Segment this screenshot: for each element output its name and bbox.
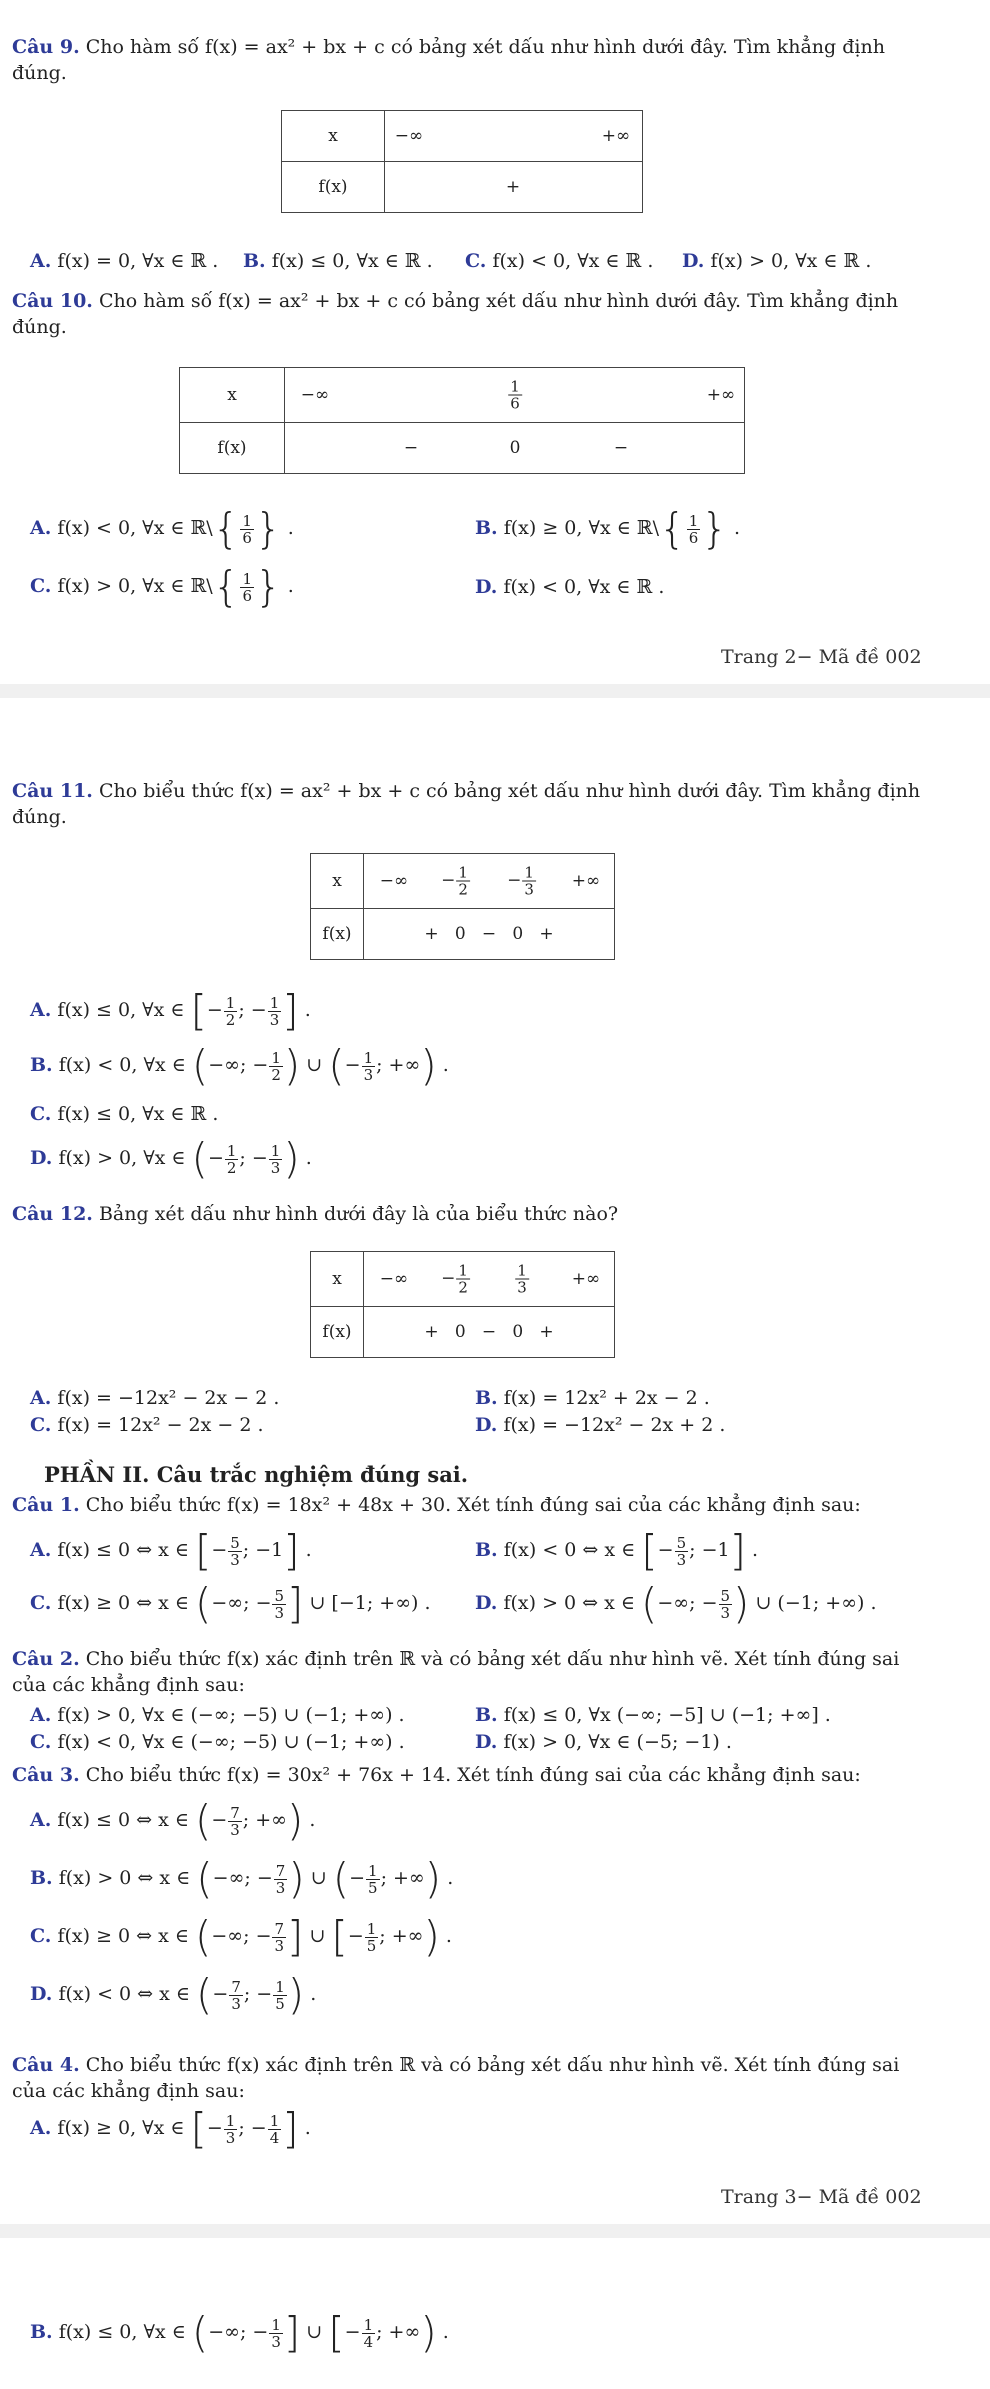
option — [30, 1387, 279, 1409]
option-label: B. — [30, 2321, 53, 2343]
option: D. f(x) > 0 ⇔ x ∈ (−∞; − $\frac{5}{3}$ ) ∪ (−1; +∞) . — [475, 1579, 877, 1628]
option: A. f(x) ≤ 0 ⇔ x ∈ (− $\frac{7}{3}$ ; +∞) . — [30, 1796, 316, 1845]
option — [30, 1414, 264, 1436]
option-text: f(x) > 0 ⇔ x ∈ — [503, 1592, 635, 1614]
question-label: Câu 3. — [12, 1764, 80, 1786]
question-label: Câu 11. — [12, 780, 93, 802]
root-fraction — [508, 379, 522, 412]
fraction — [456, 865, 470, 898]
option — [475, 1414, 725, 1436]
option-text: f(x) < 0, ∀x ∈ ℝ\ — [57, 517, 213, 539]
option: D. f(x) < 0 ⇔ x ∈ (− $\frac{7}{3}$ ; − $\frac{1}{5}$ ) . — [30, 1970, 317, 2019]
option-text: f(x) > 0, ∀x ∈ ℝ\ — [57, 575, 213, 597]
option-label: B. — [30, 1054, 53, 1076]
numerator: 1 — [242, 569, 252, 588]
option: A. f(x) ≤ 0 ⇔ x ∈ [− $\frac{5}{3}$ ; −1] . — [30, 1526, 312, 1575]
option — [30, 1731, 405, 1753]
sign-table — [281, 110, 643, 213]
option-text: f(x) = −12x² − 2x − 2 . — [57, 1387, 280, 1409]
numerator: 1 — [458, 863, 468, 882]
section-heading: PHẦN II. Câu trắc nghiệm đúng sai. — [44, 1462, 469, 1487]
option-text: f(x) ≥ 0, ∀x ∈ ℝ\ — [503, 517, 659, 539]
table-fx-label: f(x) — [322, 924, 352, 944]
option-text: f(x) ≤ 0 ⇔ x ∈ — [57, 1809, 189, 1831]
numerator: 1 — [688, 511, 699, 530]
sign-value: − — [613, 438, 629, 458]
option — [30, 1103, 218, 1125]
sign-value: + — [505, 177, 521, 197]
option-label: A. — [30, 999, 52, 1021]
option: B. f(x) < 0 ⇔ x ∈ [− $\frac{5}{3}$ ; −1] . — [475, 1526, 759, 1575]
option-label: C. — [30, 575, 52, 597]
option-label: D. — [475, 1731, 498, 1753]
option-text: f(x) < 0, ∀x ∈ ℝ . — [492, 250, 654, 272]
numerator: 1 — [517, 1261, 527, 1280]
option-text: f(x) < 0 ⇔ x ∈ — [503, 1539, 636, 1561]
option-label: D. — [682, 250, 705, 272]
option-text: f(x) ≤ 0 ⇔ x ∈ — [57, 1539, 189, 1561]
question-text: Cho biểu thức f(x) = ax² + bx + c có bảng xét dấu như hình dưới đây. Tìm khẳng định — [98, 780, 921, 802]
page-footer: Trang 2− Mã đề 002 — [721, 646, 922, 668]
denominator: 6 — [688, 528, 699, 547]
question-label: Câu 2. — [12, 1648, 80, 1670]
option-label: A. — [30, 1539, 52, 1561]
fraction — [240, 571, 254, 604]
option-text: f(x) = 12x² + 2x − 2 . — [503, 1387, 710, 1409]
question-text: Cho biểu thức f(x) = 18x² + 48x + 30. Xét tính đúng sai của các khẳng định sau: — [85, 1494, 861, 1516]
sign-table: x −∞ − $\frac{1}{2}$ − $\frac{1}{3}$ +∞ f(x) + 0 − 0 + — [310, 853, 615, 960]
question-text: Cho biểu thức f(x) xác định trên ℝ và có bảng xét dấu như hình vẽ. Xét tính đúng sai — [85, 2054, 900, 2076]
option: B. f(x) < 0, ∀x ∈ (−∞; − $\frac{1}{2}$ ) ∪ (− $\frac{1}{3}$ ; +∞) . — [30, 1041, 449, 1090]
option-label: B. — [475, 1539, 498, 1561]
option-label: C. — [30, 1103, 52, 1125]
option-text: f(x) < 0 ⇔ x ∈ — [58, 1983, 190, 2005]
option-text: f(x) > 0, ∀x ∈ (−5; −1) . — [503, 1731, 732, 1753]
option-text: f(x) < 0, ∀x ∈ — [58, 1054, 186, 1076]
question-label: Câu 4. — [12, 2054, 80, 2076]
question-text-cont: đúng. — [12, 62, 67, 84]
option-label: A. — [30, 1704, 52, 1726]
question-label: Câu 1. — [12, 1494, 80, 1516]
option-label: D. — [475, 1414, 498, 1436]
option — [475, 576, 664, 598]
option-text: f(x) ≤ 0, ∀x (−∞; −5] ∪ (−1; +∞] . — [503, 1704, 831, 1726]
option-label: D. — [475, 576, 498, 598]
option-label: A. — [30, 1387, 52, 1409]
fraction — [515, 1263, 529, 1296]
option: A. f(x) ≤ 0, ∀x ∈ [− $\frac{1}{2}$ ; − $\frac{1}{3}$ ] . — [30, 986, 311, 1035]
option-label: C. — [30, 1414, 52, 1436]
table-x-label: x — [328, 126, 338, 146]
table-x-label: x — [227, 385, 237, 405]
table-fx-label: f(x) — [217, 438, 247, 458]
option-text: f(x) = −12x² − 2x + 2 . — [503, 1414, 726, 1436]
question-text: Bảng xét dấu như hình dưới đây là của biểu thức nào? — [98, 1203, 619, 1225]
page-footer: Trang 3− Mã đề 002 — [721, 2186, 922, 2208]
q9-options — [30, 250, 218, 272]
option: B. f(x) > 0 ⇔ x ∈ (−∞; − $\frac{7}{3}$ ) ∪ (− $\frac{1}{5}$ ; +∞) . — [30, 1854, 454, 1903]
option: B. f(x) ≤ 0, ∀x ∈ (−∞; − $\frac{1}{3}$ ] ∪ [− $\frac{1}{4}$ ; +∞) . — [30, 2308, 449, 2357]
zero-value: 0 — [509, 438, 521, 458]
option-label: A. — [30, 250, 52, 272]
numerator: 1 — [242, 511, 252, 530]
denominator: 3 — [517, 1278, 527, 1297]
minus-inf: −∞ — [379, 871, 409, 891]
option-text: f(x) ≥ 0, ∀x ∈ — [57, 2117, 185, 2139]
option-text: f(x) ≤ 0, ∀x ∈ ℝ . — [57, 1103, 219, 1125]
plus-inf: +∞ — [601, 126, 631, 146]
fraction — [240, 513, 254, 546]
option-text: f(x) < 0, ∀x ∈ ℝ . — [503, 576, 665, 598]
plus-inf: +∞ — [571, 871, 601, 891]
option — [475, 1731, 732, 1753]
option-text: f(x) = 12x² − 2x − 2 . — [57, 1414, 264, 1436]
page-separator — [0, 2224, 990, 2238]
option-label: C. — [30, 1731, 52, 1753]
denominator: 6 — [242, 586, 252, 605]
fraction — [687, 513, 701, 546]
option — [30, 1704, 405, 1726]
question-text-cont: của các khẳng định sau: — [12, 1674, 245, 1696]
option-label: A. — [30, 2117, 52, 2139]
plus-inf: +∞ — [706, 385, 736, 405]
denominator: 6 — [510, 394, 520, 413]
option-label: D. — [475, 1592, 498, 1614]
sign-row: + 0 − 0 + — [424, 1322, 554, 1342]
option-label: C. — [30, 1925, 52, 1947]
sign-row: + 0 − 0 + — [424, 924, 554, 944]
option: C. f(x) ≥ 0 ⇔ x ∈ (−∞; − $\frac{5}{3}$ ] ∪ [−1; +∞) . — [30, 1579, 431, 1628]
option — [475, 1704, 831, 1726]
fraction — [522, 865, 536, 898]
option-text: f(x) = 0, ∀x ∈ ℝ . — [57, 250, 219, 272]
fraction — [456, 1263, 470, 1296]
option-text: f(x) ≥ 0 ⇔ x ∈ — [57, 1592, 189, 1614]
plus-inf: +∞ — [571, 1269, 601, 1289]
numerator: 1 — [458, 1261, 468, 1280]
option: C. f(x) ≥ 0 ⇔ x ∈ (−∞; − $\frac{7}{3}$ ] ∪ [− $\frac{1}{5}$ ; +∞) . — [30, 1912, 452, 1961]
option-label: A. — [30, 1809, 52, 1831]
question-text-cont: đúng. — [12, 316, 67, 338]
denominator: 3 — [524, 880, 534, 899]
option-label: C. — [465, 250, 487, 272]
denominator: 6 — [242, 528, 252, 547]
denominator: 2 — [458, 1278, 468, 1297]
question-label: Câu 9. — [12, 36, 80, 58]
table-x-label: x — [332, 1269, 342, 1289]
option-label: B. — [475, 517, 498, 539]
numerator: 1 — [524, 863, 534, 882]
option-text: f(x) ≤ 0, ∀x ∈ — [57, 999, 185, 1021]
minus-inf: −∞ — [394, 126, 424, 146]
option-text: f(x) ≤ 0, ∀x ∈ — [58, 2321, 186, 2343]
table-fx-label: f(x) — [322, 1322, 352, 1342]
option-text: f(x) ≤ 0, ∀x ∈ ℝ . — [271, 250, 433, 272]
sign-table: x −∞ − $\frac{1}{2}$ $\frac{1}{3}$ +∞ f(x) + 0 − 0 + — [310, 1251, 615, 1358]
denominator: 2 — [458, 880, 468, 899]
option: B. f(x) ≥ 0, ∀x ∈ ℝ\{ $\frac{1}{6}$ } . — [475, 504, 741, 553]
question-text: Cho hàm số f(x) = ax² + bx + c có bảng xét dấu như hình dưới đây. Tìm khẳng định — [85, 36, 885, 58]
option: D. f(x) > 0, ∀x ∈ (− $\frac{1}{2}$ ; − $\frac{1}{3}$ ) . — [30, 1134, 312, 1183]
question-label: Câu 10. — [12, 290, 93, 312]
question-text-cont: của các khẳng định sau: — [12, 2080, 245, 2102]
sign-value: − — [403, 438, 419, 458]
page-separator — [0, 684, 990, 698]
option-text: f(x) ≥ 0 ⇔ x ∈ — [57, 1925, 189, 1947]
option-text: f(x) > 0, ∀x ∈ — [58, 1147, 186, 1169]
option-label: C. — [30, 1592, 52, 1614]
option-label: B. — [475, 1387, 498, 1409]
minus-inf: −∞ — [300, 385, 330, 405]
option — [475, 1387, 710, 1409]
option-label: A. — [30, 517, 52, 539]
sign-table — [179, 367, 745, 474]
minus-inf: −∞ — [379, 1269, 409, 1289]
option-text: f(x) > 0, ∀x ∈ (−∞; −5) ∪ (−1; +∞) . — [57, 1704, 405, 1726]
question-text: Cho biểu thức f(x) xác định trên ℝ và có bảng xét dấu như hình vẽ. Xét tính đúng sai — [85, 1648, 900, 1670]
question-text: Cho hàm số f(x) = ax² + bx + c có bảng xét dấu như hình dưới đây. Tìm khẳng định — [98, 290, 899, 312]
option-label: D. — [30, 1983, 53, 2005]
option-label: B. — [243, 250, 266, 272]
numerator: 1 — [510, 377, 520, 396]
option-text: f(x) > 0 ⇔ x ∈ — [58, 1867, 191, 1889]
option-label: B. — [475, 1704, 498, 1726]
table-fx-label: f(x) — [318, 177, 348, 197]
question-text-cont: đúng. — [12, 806, 67, 828]
question-text: Cho biểu thức f(x) = 30x² + 76x + 14. Xét tính đúng sai của các khẳng định sau: — [85, 1764, 861, 1786]
option-label: D. — [30, 1147, 53, 1169]
option: C. f(x) > 0, ∀x ∈ ℝ\{ $\frac{1}{6}$ } . — [30, 562, 294, 611]
option: A. f(x) < 0, ∀x ∈ ℝ\{ $\frac{1}{6}$ } . — [30, 504, 294, 553]
question-label: Câu 12. — [12, 1203, 93, 1225]
option-text: f(x) < 0, ∀x ∈ (−∞; −5) ∪ (−1; +∞) . — [57, 1731, 405, 1753]
table-x-label: x — [332, 871, 342, 891]
option-text: f(x) > 0, ∀x ∈ ℝ . — [710, 250, 872, 272]
option: A. f(x) ≥ 0, ∀x ∈ [− $\frac{1}{3}$ ; − $\frac{1}{4}$ ] . — [30, 2104, 311, 2153]
option-label: B. — [30, 1867, 53, 1889]
